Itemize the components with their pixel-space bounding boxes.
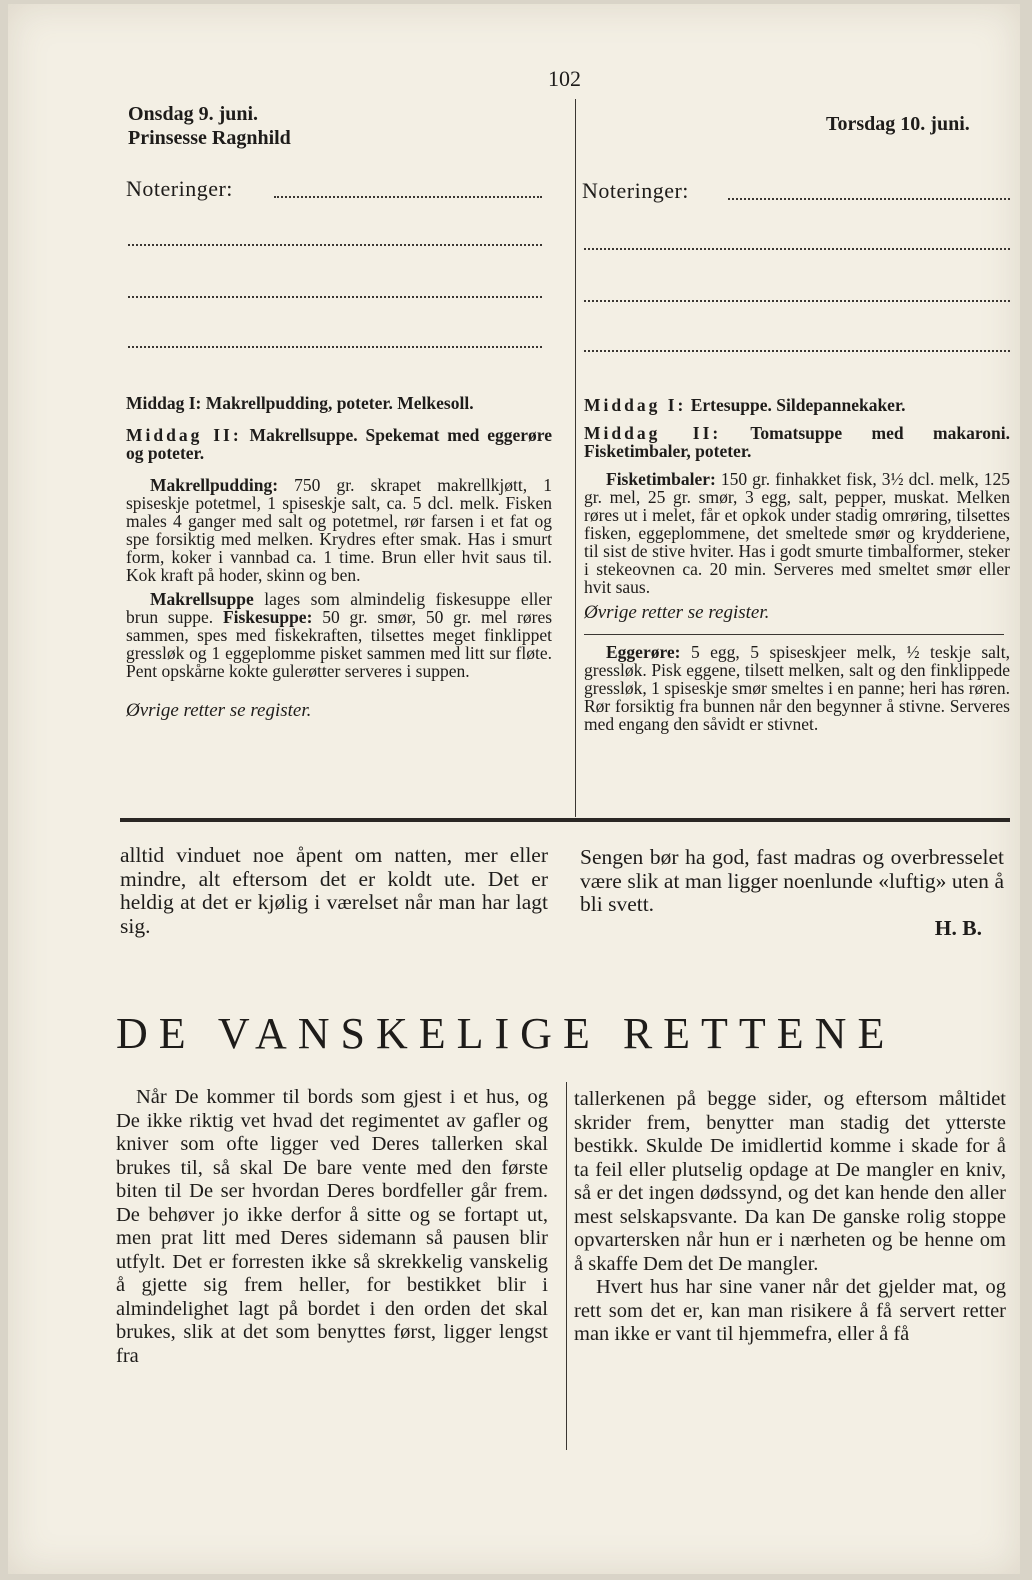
right-recipes [584, 396, 1010, 739]
column-divider-recipes [575, 399, 576, 817]
right-middag2-text: Tomatsuppe med makaroni. Fisketimbaler, poteter. [584, 423, 1011, 461]
left-notes-line-3[interactable] [128, 296, 542, 298]
article-title: DE VANSKELIGE RETTENE [116, 1009, 896, 1058]
left-notes-line-2[interactable] [128, 244, 542, 246]
left-name-day: Prinsesse Ragnhild [128, 127, 291, 149]
right-middag2-label: Middag II: [584, 423, 722, 443]
right-date: Torsdag 10. juni. [826, 113, 970, 135]
left-see-register: Øvrige retter se register. [126, 700, 312, 721]
left-day-header [128, 102, 291, 150]
left-notes-label: Noteringer: [126, 176, 233, 201]
column-divider-article [566, 1082, 567, 1450]
continued-left-text: alltid vinduet noe åpent om natten, mer eller mindre, alt eftersom det er koldt ute. Det er heldig at det er kjølig i værelset når man har lagt sig. [120, 843, 548, 938]
right-notes-label: Noteringer: [582, 178, 689, 203]
article-column-2 [574, 1088, 1006, 1347]
left-recipe1-name: Makrellpudding: [150, 475, 279, 495]
left-middag1-text: Makrellpudding, poteter. Melkesoll. [205, 393, 474, 413]
right-notes-line-1[interactable] [728, 198, 1010, 200]
right-see-register: Øvrige retter se register. [584, 602, 770, 623]
continued-left [120, 844, 548, 938]
continued-right-text: Sengen bør ha god, fast madras og overbresselet være slik at man ligger noenlunde «luftig» uten å bli svett. [580, 845, 1004, 916]
signature: H. B. [934, 915, 982, 940]
right-recipe1-name: Fisketimbaler: [606, 469, 716, 489]
left-middag2-label: Middag II: [126, 425, 242, 445]
right-notes-line-3[interactable] [584, 300, 1010, 302]
right-recipe-divider [584, 634, 1004, 635]
left-recipe2-name: Makrellsuppe [150, 589, 254, 609]
left-recipe2-text-a: lages som almindelig fiskesuppe eller brun suppe. [126, 589, 553, 627]
article-col2-p1: tallerkenen på begge sider, og eftersom måltidet skrider frem, benytter man stadig det ytterste bestikk. Skulde De imidlertid komme i skade for å ta feil eller plutselig opdage at De mangler en kniv, så er det ingen dødssynd, og det kan hende den aller mest selskapsvante. Da kan De ganske rolig stoppe opvartersken når hun er i nærheten og be henne om å skaffe Dem det De mangler. [574, 1088, 1006, 1275]
right-middag1-label: Middag I: [584, 395, 687, 415]
column-divider-top [575, 99, 576, 417]
right-notes-line-2[interactable] [584, 248, 1010, 250]
left-recipe2-text-b: 50 gr. smør, 50 gr. mel røres sammen, spes med fiskekraften, tilsettes meget finklippet gressløk og 1 eggeplomme pisket sammen med litt sur fløte. Pent opskårne kokte gulerøtter serveres i suppen. [126, 607, 553, 681]
left-recipe1-text: 750 gr. skrapet makrellkjøtt, 1 spiseskje potetmel, 1 spiseskje salt, ca. 5 dcl. melk. Fisken males 4 ganger med salt og potetmel, rør farsen i et fat og spe forsiktig med melken. Krydres efter smak. Has i smurt form, koker i vannbad ca. 1 time. Brun eller hvit saus til. Kok kraft på hoder, skinn og ben. [126, 475, 553, 585]
section-rule [120, 818, 1010, 822]
left-recipes [126, 394, 552, 726]
right-recipe2-text: 5 egg, 5 spiseskjeer melk, ½ teskje salt, gressløk. Pisk eggene, tilsett melken, salt og den finklippede gressløk, 1 spiseskje smør smeltes i en panne; heri has røren. Rør forsiktig fra bunnen når den begynner å stivne. Serveres med engang den såvidt er stivnet. [584, 642, 1011, 734]
left-notes-line-4[interactable] [128, 346, 542, 348]
left-middag1-label: Middag I: [126, 393, 202, 413]
right-notes-line-4[interactable] [584, 350, 1010, 352]
left-middag2-text: Makrellsuppe. Spekemat med eggerøre og poteter. [126, 425, 552, 463]
right-middag1-text: Ertesuppe. Sildepannekaker. [690, 395, 906, 415]
right-recipe1-text: 150 gr. finhakket fisk, 3½ dcl. melk, 125 gr. mel, 25 gr. smør, 3 egg, salt, pepper, muskat. Melken røres ut i melet, får et opkok under stadig omrøring, tilsettes fisken, eggeplommene, det smeltede smør og krydderiene, til sist de stive hviter. Has i godt smurte timbalformer, steker i stekeovnen ca. 20 min. Serveres med smeltet smør eller hvit saus. [584, 469, 1010, 597]
article-col2-p2: Hvert hus har sine vaner når det gjelder mat, og rett som det er, kan man risikere å få servert retter man ikke er vant til hjemmefra, eller å få [574, 1276, 1006, 1345]
right-recipe2-name: Eggerøre: [606, 642, 681, 662]
article-column-1 [116, 1086, 548, 1368]
magazine-page [8, 4, 1020, 1574]
left-date: Onsdag 9. juni. [128, 103, 259, 125]
left-notes-line-1[interactable] [274, 196, 542, 198]
left-recipe2-sub-name: Fiskesuppe: [222, 607, 313, 627]
article-col1-p1: Når De kommer til bords som gjest i et hus, og De ikke riktig vet hvad det regimentet av gafler og kniver som ofte ligger ved Deres tallerken skal brukes til, så skal De bare vente med den første biten til De ser hvordan Deres bordfeller går frem. De behøver jo ikke derfor å sitte og se fortapt ut, men prat litt med Deres sidemann så pausen blir utfylt. Det er forresten ikke så skrekkelig vanskelig å gjette sig frem heller, for bestikket blir i almindelighet lagt på bordet i den orden det skal brukes, slik at det som benyttes først, ligger lengst fra [116, 1086, 548, 1367]
continued-right [580, 846, 1004, 940]
page-number: 102 [548, 66, 581, 91]
